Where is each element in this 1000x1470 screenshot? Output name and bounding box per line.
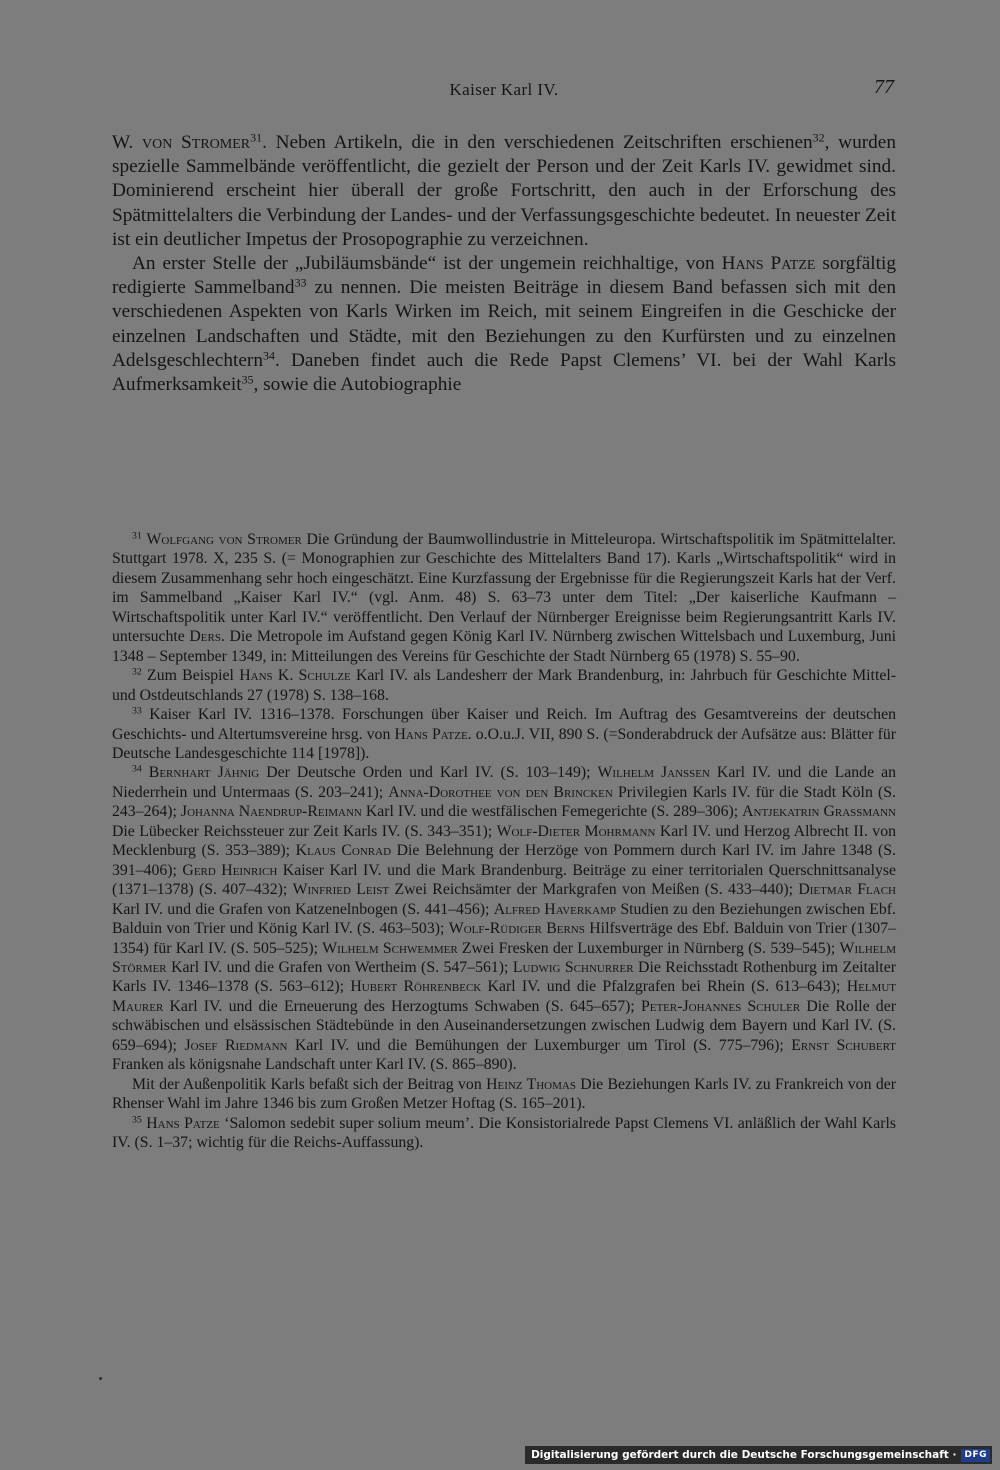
text-run: Karl IV. und die Lande an Niederrhein und Untermaas (S. 203–241); xyxy=(112,764,896,801)
author-name: Dietmar Flach xyxy=(798,881,896,899)
author-name: Helmut Maurer xyxy=(112,978,896,1015)
author-name: Hans Patze xyxy=(146,1114,220,1132)
text-run: Kaiser Karl IV. und die Mark Brandenburg. Beiträge zu einer territorialen Querschnittsanalyse (1371–1378) (S. 407–432); xyxy=(112,861,897,899)
text-run: Karl IV. und die Grafen von Wertheim (S. 547–561); xyxy=(166,958,513,976)
text-run: Die Metropole im Aufstand gegen König Karl IV. Nürnberg zwischen Wittelsbach und Luxemburg, Juni 1348 – September 1349, in: Mitteilungen des Vereins für Geschichte der Stadt Nürnberg 65 (1978) S. 55–90. xyxy=(112,628,897,665)
text-run: Hilfsverträge des Ebf. Balduin von Trier (1307–1354) für Karl IV. (S. 505–525); xyxy=(112,920,896,957)
digitization-credit xyxy=(525,1446,992,1464)
text-run: Karl IV. und die Pfalzgrafen bei Rhein (S. 613–643); xyxy=(481,978,847,996)
footnote-number: 31 xyxy=(132,530,142,542)
author-name: Ders. xyxy=(189,628,225,646)
author-name: Gerd Heinrich xyxy=(182,861,278,879)
text-run: Die Belehnung der Herzöge von Pommern durch Karl IV. im Jahre 1348 (S. 391–406); xyxy=(112,842,896,879)
page-number: 77 xyxy=(874,76,894,98)
footnote-number: 33 xyxy=(132,705,142,717)
text-run: Privilegien Karls IV. für die Stadt Köln (S. 243–264); xyxy=(112,783,896,821)
author-name: Hans Patze xyxy=(394,725,468,743)
footnote-34-continued xyxy=(112,1075,896,1114)
author-name: Hans K. Schulze xyxy=(239,667,351,685)
text-run: Karl IV. und Herzog Albrecht II. von Mecklenburg (S. 353–389); xyxy=(112,822,896,860)
author-name: Hubert Röhrenbeck xyxy=(350,978,482,996)
footnote-ref: 34 xyxy=(262,348,275,363)
paragraph xyxy=(112,131,896,252)
main-text xyxy=(112,131,896,397)
text-run: Karl IV. als Landesherr der Mark Brandenburg, in: Jahrbuch für Geschichte Mittel- und Ostdeutschlands 27 (1978) S. 138–168. xyxy=(112,667,896,704)
text-run: Karl IV. und die Erneuerung des Herzogtums Schwaben (S. 645–657); xyxy=(163,997,641,1015)
scan-speck xyxy=(99,1377,102,1380)
footnote-ref: 31 xyxy=(250,130,263,145)
author-name: Wilhelm Störmer xyxy=(112,939,896,976)
author-name: Bernhart Jähnig xyxy=(148,764,260,782)
text-run: . Neben Artikeln, die in den verschiedenen Zeitschriften erschienen xyxy=(262,132,813,153)
text-run: zu nennen. Die meisten Beiträge in diesem Band befassen sich mit den verschiedenen Aspekten von Karls Wirken im Reich, mit seinem Eingreifen in die Geschicke der einzelnen Landschaften und Städte, mit den Beziehungen zu den Kurfürsten und zu einzelnen Adelsgeschlechtern xyxy=(112,277,897,371)
text-run: . o.O.u.J. VII, 890 S. (=Sonderabdruck der Aufsätze aus: Blätter für Deutsche Landesgeschichte 114 [1978]). xyxy=(112,725,897,762)
footnote-31 xyxy=(112,530,896,666)
author-name: Josef Riedmann xyxy=(184,1036,288,1054)
author-name: Wolfgang von Stromer xyxy=(146,531,302,548)
footnote-ref: 32 xyxy=(812,130,825,145)
text-run: , sowie die Autobiographie xyxy=(253,374,462,396)
text-run: Studien zu den Beziehungen zwischen Ebf. Balduin von Trier und König Karl IV. (S. 463–503); xyxy=(112,900,896,938)
text-run: Zwei Fresken der Luxemburger in Nürnberg (S. 539–545); xyxy=(457,939,840,957)
author-name: Wilhelm Schwemmer xyxy=(322,939,458,957)
author-name: W. von Stromer xyxy=(112,132,251,153)
running-title: Kaiser Karl IV. xyxy=(449,80,559,99)
text-run: Die Rolle der schwäbischen und elsässischen Städtebünde in den Auseinandersetzungen zwischen Ludwig dem Bayern und Karl IV. (S. 659–694); xyxy=(112,997,896,1054)
author-name: Peter-Johannes Schuler xyxy=(640,997,801,1015)
text-run: ‘Salomon sedebit super solium meum’. Die Konsistorialrede Papst Clemens VI. anläßlich der Wahl Karls IV. (S. 1–37; wichtig für die Reichs-Auffassung). xyxy=(112,1114,897,1152)
running-header xyxy=(112,76,896,106)
footnote-ref: 33 xyxy=(294,275,307,290)
text-run: Karl IV. und die Bemühungen der Luxemburger um Tirol (S. 775–796); xyxy=(287,1036,792,1054)
author-name: Winfried Leist xyxy=(292,881,390,899)
author-name: Klaus Conrad xyxy=(295,842,392,860)
text-run: Die Gründung der Baumwollindustrie in Mitteleuropa. Wirtschaftspolitik im Spätmittelalter. Stuttgart 1978. X, 235 S. (= Monographien zur Geschichte des Mittelalters Band 17). Karls „Wirtschaftspolitik“ wird in diesem Zusammenhang sehr hoch eingeschätzt. Eine Kurzfassung der Ergebnisse für die Regierungszeit Karls hat der Verf. im Sammelband „Kaiser Karl IV.“ (vgl. Anm. 48) S. 63–73 unter dem Titel: „Der kaiserliche Kaufmann – Wirtschaftspolitik unter Karl IV.“ veröffentlicht. Den Verlauf der Nürnberger Ereignisse beim Regierungsantritt Karls IV. untersuchte xyxy=(112,531,896,646)
author-name: Wolf-Dieter Mohrmann xyxy=(496,822,656,840)
text-run: Kaiser Karl IV. 1316–1378. Forschungen über Kaiser und Reich. Im Auftrag des Gesamtvereins der deutschen Geschichts- und Altertumsvereine hrsg. von xyxy=(112,706,896,743)
author-name: Johanna Naendrup-Reimann xyxy=(180,803,362,821)
text-run: An erster Stelle der „Jubiläumsbände“ ist der ungemein reichhaltige, von xyxy=(132,253,722,275)
text-run: Die Beziehungen Karls IV. zu Frankreich von der Rhenser Wahl im Jahre 1346 bis zum Großen Metzer Hoftag (S. 165–201). xyxy=(112,1075,896,1113)
author-name: Ludwig Schnurrer xyxy=(512,958,634,976)
author-name: Heinz Thomas xyxy=(486,1075,576,1093)
footnote-34-body xyxy=(112,764,896,1073)
footnote-number: 34 xyxy=(132,764,142,776)
text-run: Die Lübecker Reichssteuer zur Zeit Karls IV. (S. 343–351); xyxy=(112,822,497,840)
text-run: Zwei Reichsämter der Markgrafen von Meißen (S. 433–440); xyxy=(389,881,799,899)
author-name: Anna-Dorothee von den Brincken xyxy=(388,783,613,801)
text-run: sorgfältig redigierte Sammelband xyxy=(112,253,896,299)
footnote-35 xyxy=(112,1114,896,1153)
author-name: Hans Patze xyxy=(721,253,816,275)
footnote-32 xyxy=(112,666,896,705)
text-run: Mit der Außenpolitik Karls befaßt sich der Beitrag von xyxy=(132,1075,487,1093)
author-name: Antjekatrin Grassmann xyxy=(742,803,897,821)
footnote-number: 35 xyxy=(132,1114,142,1126)
footnotes xyxy=(112,530,896,1153)
footnote-33 xyxy=(112,705,896,763)
paragraph xyxy=(112,252,896,397)
author-name: Alfred Haverkamp xyxy=(493,900,617,918)
author-name: Ernst Schubert xyxy=(791,1036,896,1054)
text-run: Franken als königsnahe Landschaft unter Karl IV. (S. 865–890). xyxy=(112,1056,517,1074)
text-run: Karl IV. und die Grafen von Katzenelnbogen (S. 441–456); xyxy=(112,900,494,918)
text-run: Zum Beispiel xyxy=(141,667,240,685)
footnote-ref: 35 xyxy=(241,372,254,387)
text-run: Die Reichsstadt Rothenburg im Zeitalter Karls IV. 1346–1378 (S. 563–612); xyxy=(112,958,896,996)
footnote-34 xyxy=(112,763,896,1074)
footnote-number: 32 xyxy=(132,666,142,678)
text-run: Karl IV. und die westfälischen Femegerichte (S. 289–306); xyxy=(361,803,743,821)
author-name: Wolf-Rüdiger Berns xyxy=(448,920,585,938)
text-run: Der Deutsche Orden und Karl IV. (S. 103–149); xyxy=(259,764,598,782)
credit-text: Digitalisierung gefördert durch die Deutsche Forschungsgemeinschaft · xyxy=(531,1449,957,1461)
text-run: , wurden spezielle Sammelbände veröffentlicht, die gezielt der Person und der Zeit Karls IV. gewidmet sind. Dominierend erscheint hier überall der große Fortschritt, den auch in der Erforschung des Spätmittelalters die Verbindung der Landes- und der Verfassungsgeschichte bedeutet. In neuester Zeit ist ein deutlicher Impetus der Prosopographie zu verzeichnen. xyxy=(112,132,897,250)
text-run: . Daneben findet auch die Rede Papst Clemens’ VI. bei der Wahl Karls Aufmerksamkeit xyxy=(112,349,896,396)
author-name: Wilhelm Janssen xyxy=(597,764,710,782)
dfg-logo: DFG xyxy=(961,1449,990,1462)
